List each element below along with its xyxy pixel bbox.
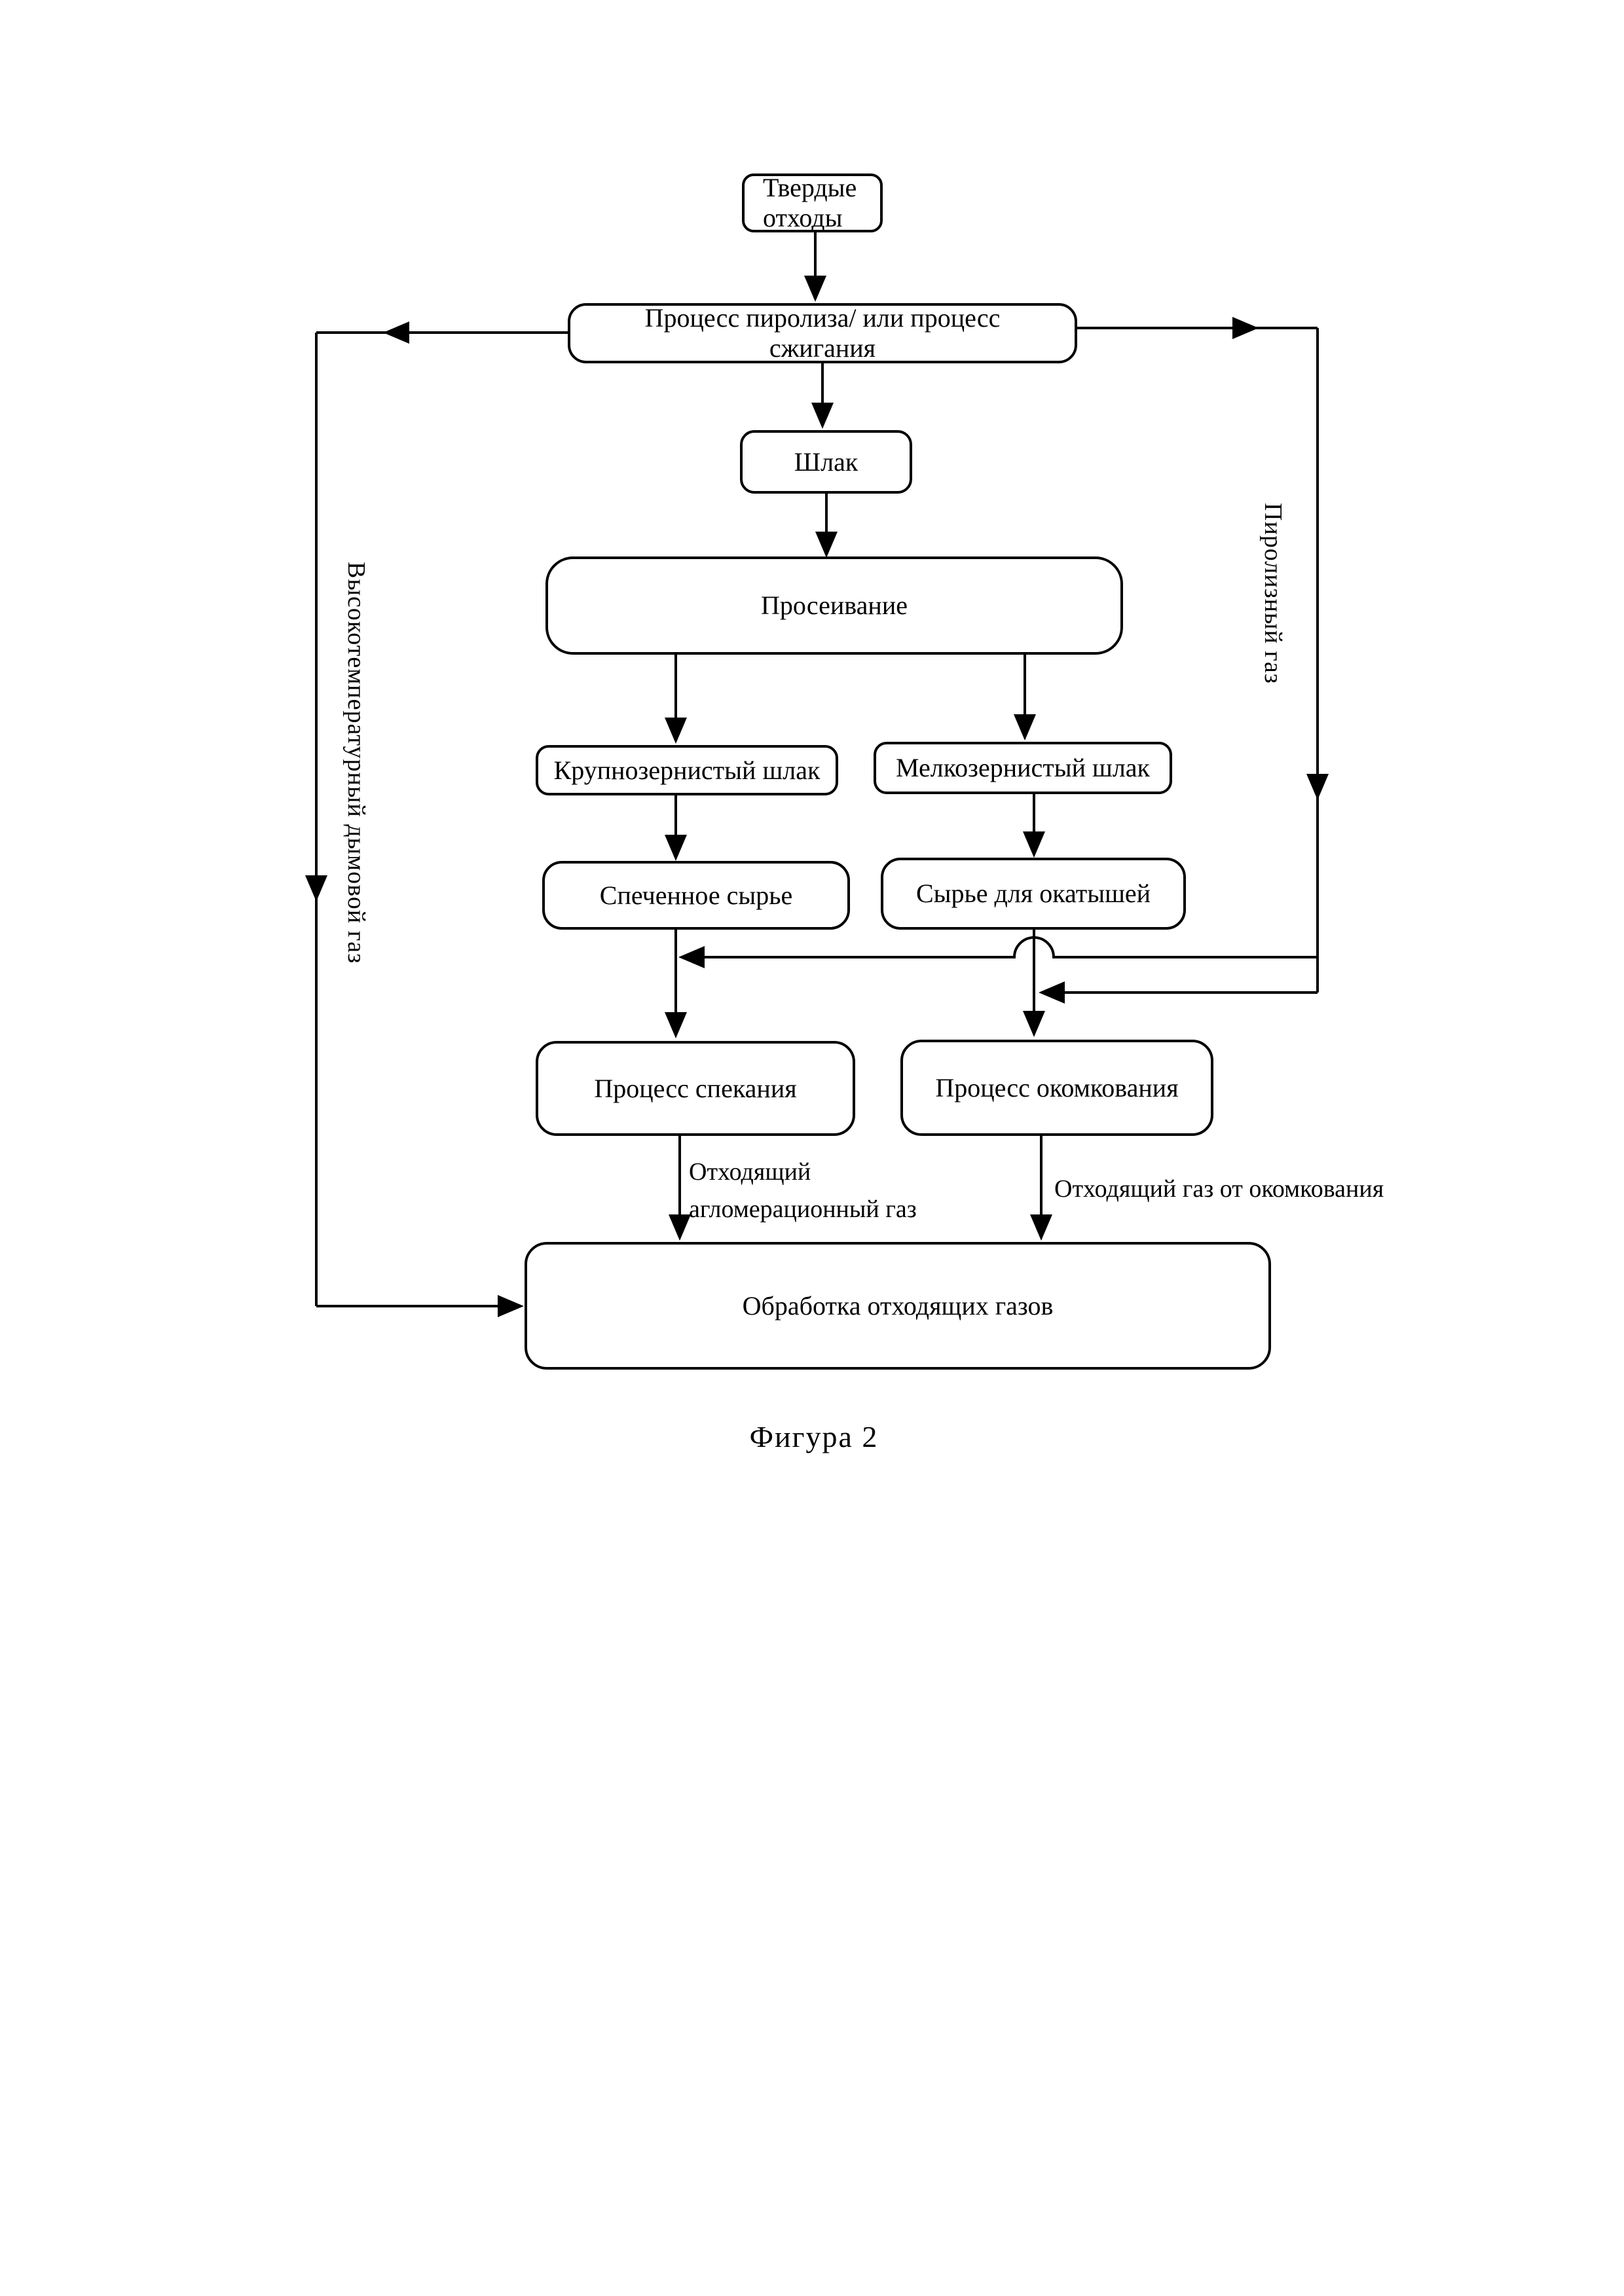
node-label: Крупнозернистый шлак — [553, 755, 821, 785]
node-pellet-feed — [881, 858, 1186, 930]
edge-pyrogas-to-pelletizing-branch — [1039, 981, 1318, 1004]
node-pelletizing-process — [900, 1040, 1213, 1136]
arrowhead-down — [1023, 831, 1045, 858]
node-label: Мелкозернистый шлак — [896, 753, 1150, 782]
node-label: Спеченное сырье — [599, 880, 793, 910]
pellet-offgas-label: Отходящий газ от окомкования — [1054, 1175, 1384, 1203]
edge-pelletizing-to-treatment — [1030, 1136, 1052, 1241]
node-label: Процесс пиролиза/ или процесс — [644, 303, 1001, 333]
edge-slag-to-sieving — [815, 494, 838, 558]
arrowhead-left — [678, 946, 705, 968]
edge-sieving-to-coarse-slag — [665, 655, 687, 744]
arrowhead-down — [665, 718, 687, 744]
edge-sintering-to-treatment — [669, 1136, 691, 1241]
node-label: Шлак — [794, 446, 858, 477]
arrowhead-down — [1014, 714, 1036, 740]
node-slag — [740, 430, 912, 494]
arrowhead-left — [383, 321, 409, 344]
pyrolysis-gas-flow-label: Пиролизный газ — [1259, 503, 1287, 684]
label-line: агломерационный газ — [689, 1195, 917, 1223]
node-label: Твердые — [763, 173, 857, 202]
node-fine-slag — [874, 742, 1172, 794]
edge-fine-slag-to-pellet-feed — [1023, 794, 1045, 858]
edge-sieving-to-fine-slag — [1014, 655, 1036, 740]
node-sinter-feed — [542, 861, 850, 930]
arrowhead-down — [305, 875, 327, 902]
arrowhead-down — [811, 403, 834, 429]
node-sieving — [545, 556, 1123, 655]
label-line: Отходящий — [689, 1158, 811, 1186]
node-coarse-slag — [536, 745, 838, 795]
arrowhead-down — [1030, 1214, 1052, 1241]
node-solid-waste — [742, 173, 883, 232]
node-label: Обработка отходящих газов — [742, 1290, 1054, 1321]
node-label: Сырье для окатышей — [915, 879, 1151, 908]
node-pyrolysis-process — [568, 303, 1077, 363]
arrowhead-down — [665, 1012, 687, 1038]
arrowhead-right — [1232, 317, 1259, 339]
edge-pellet-feed-to-pelletizing — [1023, 930, 1045, 1037]
node-label: Процесс окомкования — [935, 1072, 1179, 1102]
node-label: Просеивание — [761, 591, 908, 620]
arrowhead-down — [1023, 1011, 1045, 1037]
edge-waste-to-pyrolysis — [804, 232, 826, 302]
arrowhead-down — [804, 276, 826, 302]
edge-coarse-slag-to-sinter-feed — [665, 795, 687, 861]
node-label: сжигания — [769, 333, 876, 363]
node-offgas-treatment — [525, 1242, 1271, 1370]
node-label: Процесс спекания — [594, 1073, 797, 1103]
sinter-offgas-label — [689, 1154, 917, 1228]
arrowhead-right — [498, 1295, 524, 1317]
edge-sinter-feed-to-sintering — [665, 930, 687, 1038]
node-label: отходы — [763, 203, 843, 232]
arrowhead-down — [1306, 774, 1329, 800]
node-sintering-process — [536, 1041, 855, 1136]
arrowhead-down — [815, 532, 838, 558]
edge-pyrolysis-to-slag — [811, 363, 834, 429]
arrowhead-down — [665, 835, 687, 861]
edge-pyrogas-to-sintering-branch — [678, 938, 1318, 968]
arrowhead-left — [1039, 981, 1065, 1004]
arrowhead-down — [669, 1214, 691, 1241]
flue-gas-flow-label: Высокотемпературный дымовой газ — [342, 562, 370, 964]
figure-caption: Фигура 2 — [749, 1420, 879, 1453]
